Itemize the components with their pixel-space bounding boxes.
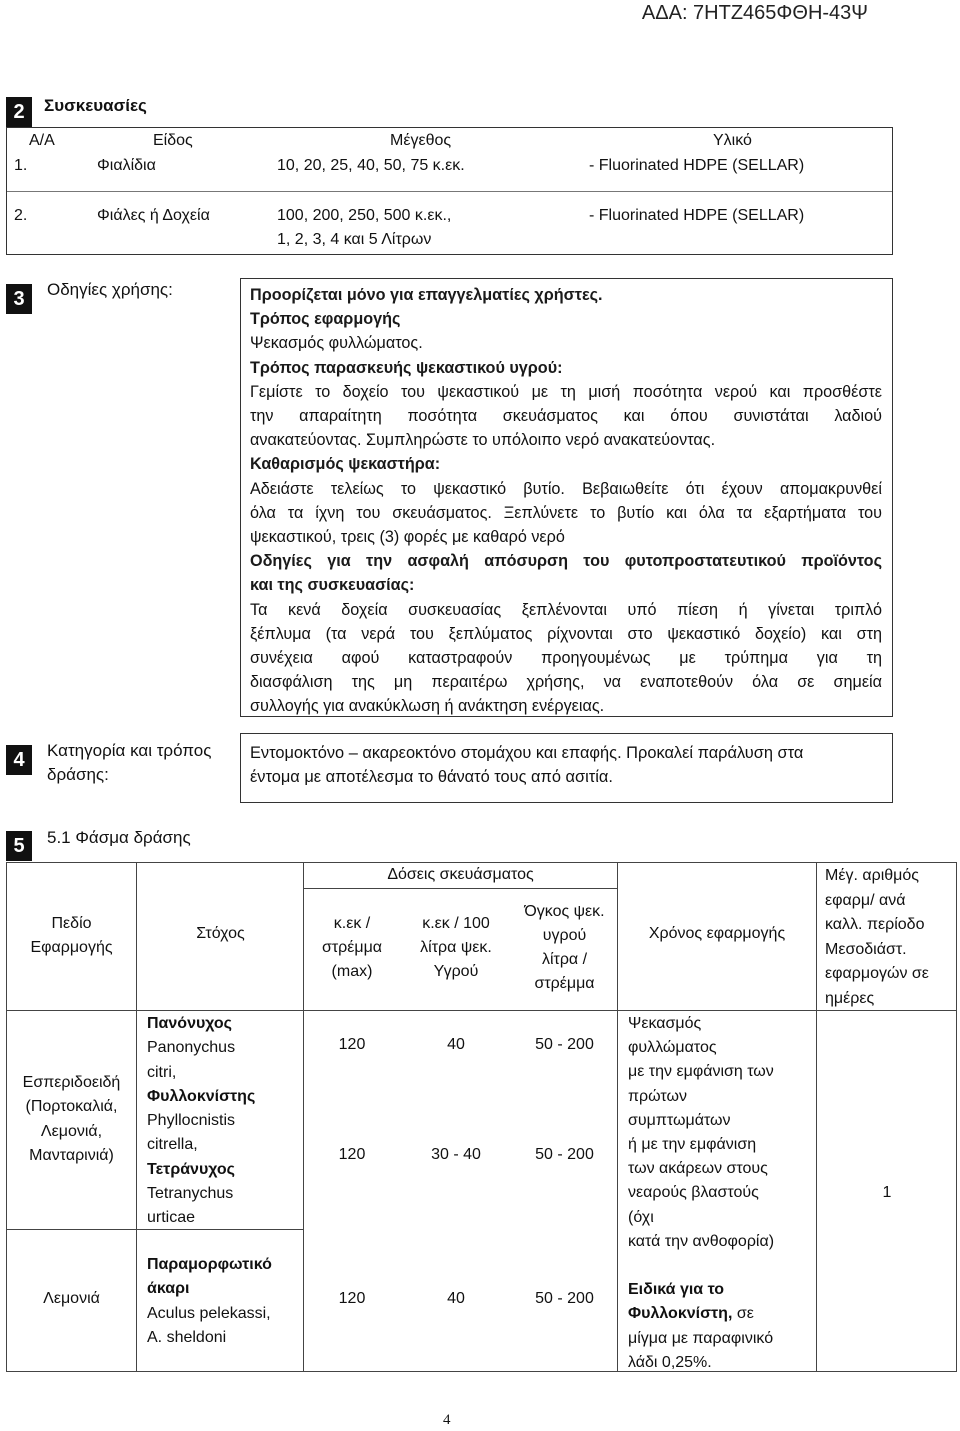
target-tetranychus-1: Tetranychus — [147, 1185, 234, 1203]
instr-line-4: Τρόπος παρασκευής ψεκαστικού υγρού: — [250, 358, 563, 377]
hdr-dose2 — [400, 912, 512, 984]
target-phyllocnistis-gr: Φυλλοκνίστης — [147, 1087, 256, 1105]
row2-type: Φιάλες ή Δοχεία — [97, 207, 210, 224]
hdr-max — [825, 864, 929, 1011]
hdr-max-5: εφαρμογών σε — [825, 965, 929, 982]
time-special-3: σε — [732, 1305, 754, 1323]
hdr-target: Στόχος — [196, 925, 245, 942]
action-text-1: Εντομοκτόνο – ακαρεοκτόνο στομάχου και επαφής. Προκαλεί παράλυση στα — [250, 744, 804, 762]
hdr-field-2: Εφαρμογής — [30, 939, 113, 956]
target-aculus-gr-2: άκαρι — [147, 1280, 190, 1298]
row2-material: - Fluorinated HDPE (SELLAR) — [589, 207, 805, 224]
field-lemon: Λεμονιά — [43, 1290, 100, 1307]
hdr-dose1-3: (max) — [331, 963, 373, 980]
hdr-dose2-1: κ.εκ / 100 — [422, 915, 490, 932]
time-line-6: ή με την εμφάνιση — [628, 1136, 757, 1154]
target-panonychus-1: Panonychus — [147, 1039, 236, 1057]
instr-line-16: συνέχεια αφού καταστραφούν προηγουμένως με τρύπημα για τη — [250, 649, 882, 668]
field-citrus-3: Λεμονιά, — [40, 1122, 103, 1140]
instr-line-3: Ψεκασμός φυλλώματος. — [250, 334, 423, 353]
row2-size-line1: 100, 200, 250, 500 κ.εκ., — [277, 207, 452, 224]
hdr-dose2-2: λίτρα ψεκ. — [420, 939, 492, 956]
instr-line-15: ξέπλυμα (τα νερά του ξεπλύματος ρίχνονται στο ψεκαστικό δοχείο) και στη — [250, 624, 882, 643]
time-line-5: συμπτωμάτων — [628, 1111, 731, 1129]
row2-aa: 2. — [14, 207, 28, 224]
target-phyllocnistis-2: citrella, — [147, 1136, 198, 1154]
col-header-size: Μέγεθος — [390, 132, 452, 149]
hdr-dose3-1: Όγκος ψεκ. — [524, 903, 605, 920]
target-tetranychus-2: urticae — [147, 1209, 196, 1227]
dose-r3-c1: 120 — [338, 1290, 366, 1307]
field-citrus-4: Μανταρινιά) — [29, 1146, 114, 1164]
row1-material: - Fluorinated HDPE (SELLAR) — [589, 157, 805, 174]
row-divider — [7, 191, 892, 192]
hdr-field-1: Πεδίο — [51, 915, 92, 932]
instr-line-9: Αδειάστε τελείως το ψεκαστικό βυτίο. Βεβαιωθείτε ότι έχουν απομακρυνθεί — [250, 479, 882, 498]
hdr-max-1: Μέγ. αριθμός — [825, 867, 919, 884]
ada-header: ΑΔΑ: 7ΗΤΖ465ΦΘΗ-43Ψ — [641, 2, 868, 24]
section-number-4: 4 — [6, 745, 32, 775]
instr-line-17: διασφάλιση της μη περαιτέρω χρήσης, να εναποτεθούν όλα σε σημεία — [250, 673, 882, 692]
instr-line-8: Καθαρισμός ψεκαστήρα: — [250, 455, 441, 474]
hdr-max-6: ημέρες — [825, 989, 875, 1007]
time-line-9: (όχι — [628, 1208, 654, 1226]
target-aculus-2: A. sheldoni — [147, 1328, 227, 1346]
time-line-7: των ακάρεων στους — [628, 1160, 768, 1178]
dose-r3-c2: 40 — [447, 1290, 465, 1307]
time-line-1: Ψεκασμός — [628, 1015, 702, 1032]
target-panonychus-gr: Πανόνυχος — [147, 1015, 232, 1032]
section4-label-2: δράσης: — [47, 765, 109, 784]
instr-line-18: συλλογής για ανακύκλωση ή ανάκτηση ενέργειας. — [250, 697, 605, 716]
instr-line-7: ανακατεύοντας. Συμπληρώστε το υπόλοιπο νερό ανακατεύοντας. — [250, 431, 716, 450]
instructions-box — [240, 278, 893, 717]
dose-r1-c1: 120 — [338, 1036, 366, 1053]
time-line-8: νεαρούς βλαστούς — [628, 1184, 759, 1202]
instr-line-2: Τρόπος εφαρμογής — [250, 310, 401, 329]
instr-line-5: Γεμίστε το δοχείο του ψεκαστικού με τη μισή ποσότητα νερού και προσθέστε — [250, 382, 882, 401]
hdr-doses: Δόσεις σκευάσματος — [387, 866, 534, 883]
time-line-3: με την εμφάνιση των — [628, 1063, 774, 1081]
hdr-dose1 — [304, 912, 400, 984]
col-header-aa: Α/Α — [29, 132, 55, 149]
time-line-4: πρώτων — [628, 1087, 687, 1105]
hdr-dose3-4: στρέμμα — [534, 975, 595, 992]
hdr-dose2-3: Υγρού — [433, 963, 479, 980]
instr-line-12: Οδηγίες για την ασφαλή απόσυρση του φυτοπροστατευτικού προϊόντος — [250, 552, 882, 571]
field-citrus-1: Εσπεριδοειδή — [22, 1074, 121, 1091]
section5-title: 5.1 Φάσμα δράσης — [47, 828, 191, 847]
target-aculus-1: Aculus pelekassi, — [147, 1304, 271, 1322]
time-line-10: κατά την ανθοφορία) — [628, 1232, 775, 1250]
time-special-1: Ειδικά για το — [628, 1281, 725, 1299]
col-header-material: Υλικό — [713, 132, 752, 149]
hdr-max-4: Μεσοδιάστ. — [825, 940, 907, 958]
instr-line-6: την απαραίτητη ποσότητα σκευάσματος και όπου συνιστάται λαδιού — [250, 407, 882, 426]
col-header-type: Είδος — [153, 132, 193, 149]
dose-r1-c3: 50 - 200 — [535, 1036, 594, 1053]
time-special-5: λάδι 0,25%. — [628, 1353, 712, 1371]
hdr-max-3: καλλ. περίοδο — [825, 916, 925, 933]
action-text-2: έντομα με αποτέλεσμα το θάνατό τους από ασιτία. — [250, 768, 613, 786]
section-title-packaging: Συσκευασίες — [44, 96, 147, 115]
action-box — [240, 733, 893, 803]
instr-line-14: Τα κενά δοχεία συσκευασίας ξεπλένονται υπό πίεση ή γίνεται τριπλό — [250, 600, 882, 619]
dose-r3-c3: 50 - 200 — [535, 1290, 594, 1307]
instr-line-13: και της συσκευασίας: — [250, 576, 415, 595]
targets-group-1 — [147, 1012, 255, 1231]
field-citrus — [6, 1071, 137, 1168]
section4-label-1: Κατηγορία και τρόπος — [47, 741, 212, 760]
packaging-table — [6, 127, 893, 255]
target-tetranychus-gr: Τετράνυχος — [147, 1160, 235, 1178]
section3-label: Οδηγίες χρήσης: — [47, 280, 173, 299]
hdr-dose3 — [512, 900, 617, 996]
dose-r2-c3: 50 - 200 — [535, 1146, 594, 1163]
hdr-field — [6, 912, 137, 960]
hdr-time: Χρόνος εφαρμογής — [648, 925, 786, 942]
row1-size: 10, 20, 25, 40, 50, 75 κ.εκ. — [277, 157, 465, 174]
time-text — [628, 1012, 774, 1375]
row1-aa: 1. — [14, 157, 28, 174]
row1-type: Φιαλίδια — [97, 157, 156, 174]
target-panonychus-2: citri, — [147, 1063, 177, 1081]
page-number: 4 — [443, 1412, 451, 1428]
section-number-5: 5 — [6, 831, 32, 861]
hdr-max-2: εφαρμ/ ανά — [825, 891, 906, 909]
dose-r2-c1: 120 — [338, 1146, 366, 1163]
max-value: 1 — [882, 1184, 892, 1201]
target-phyllocnistis-1: Phyllocnistis — [147, 1112, 236, 1130]
hdr-dose3-3: λίτρα / — [541, 951, 588, 968]
row2-size-line2: 1, 2, 3, 4 και 5 Λίτρων — [277, 231, 432, 248]
instr-line-10: όλα τα ίχνη του σκευάσματος. Ξεπλύνετε το βυτίο και όλα τα εξαρτήματα του — [250, 503, 882, 522]
hdr-dose1-1: κ.εκ / — [333, 915, 371, 932]
dose-r2-c2: 30 - 40 — [431, 1146, 481, 1163]
targets-group-2 — [147, 1253, 272, 1350]
time-special-4: μίγμα με παραφινικό — [628, 1329, 774, 1347]
field-citrus-2: (Πορτοκαλιά, — [25, 1098, 118, 1116]
target-aculus-gr-1: Παραμορφωτικό — [147, 1256, 272, 1273]
section-number-2: 2 — [6, 97, 32, 127]
hdr-dose3-2: υγρού — [542, 927, 587, 944]
instr-line-11: ψεκαστικού, τρεις (3) φορές με καθαρό νερό — [250, 528, 565, 547]
instr-line-1: Προορίζεται μόνο για επαγγελματίες χρήστες. — [250, 286, 603, 304]
spectrum-table — [6, 862, 957, 1372]
dose-r1-c2: 40 — [447, 1036, 465, 1053]
time-special-2: Φυλλοκνίστη, — [628, 1305, 733, 1323]
section-number-3: 3 — [6, 284, 32, 314]
time-line-2: φυλλώματος — [628, 1039, 717, 1057]
hdr-dose1-2: στρέμμα — [321, 939, 383, 956]
